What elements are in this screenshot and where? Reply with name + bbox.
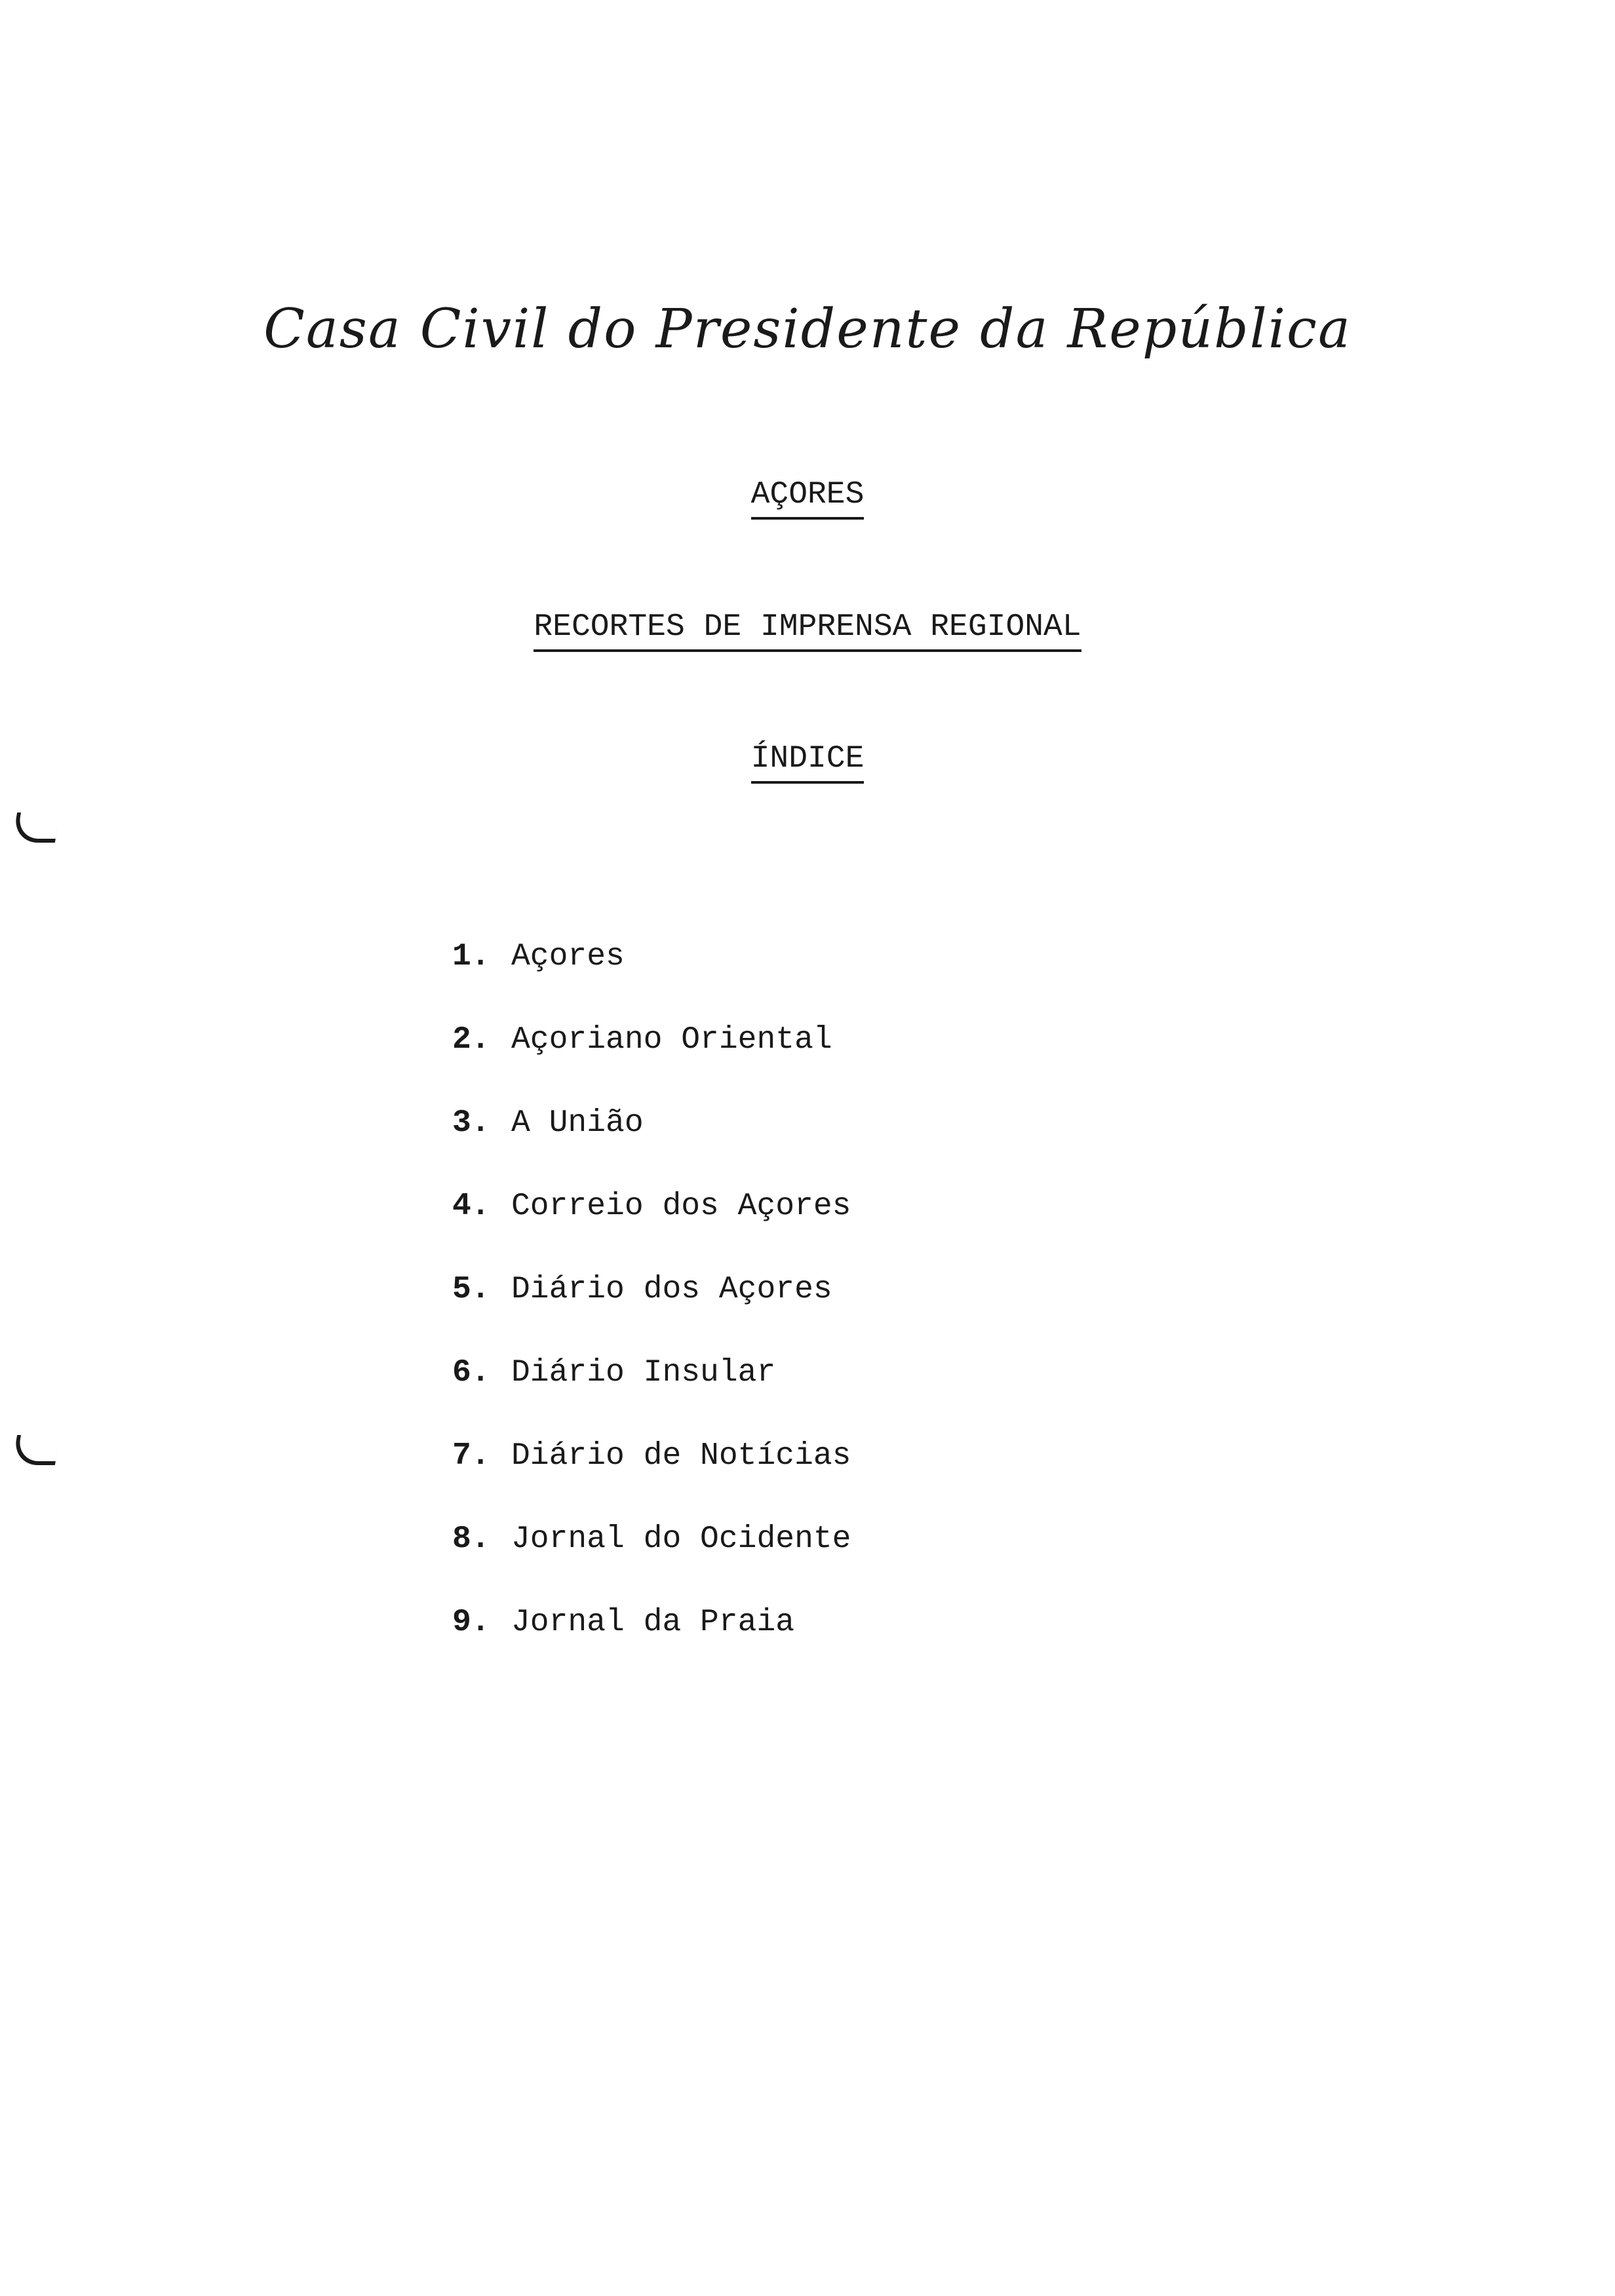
toc-item [452, 1520, 851, 1603]
heading-index [0, 739, 1615, 784]
toc-item-label: Diário dos Açores [511, 1272, 832, 1307]
letterhead: Casa Civil do Presidente da República [263, 298, 1352, 360]
binder-hole-mark-top [12, 813, 60, 843]
toc-item-label: Jornal da Praia [511, 1605, 795, 1640]
binder-hole-mark-bottom [12, 1435, 60, 1465]
toc-item-number: 3. [452, 1105, 490, 1141]
toc-item-number: 1. [452, 939, 490, 974]
heading-region [0, 475, 1615, 520]
toc-item-label: Correio dos Açores [511, 1189, 851, 1224]
toc-item [452, 1103, 851, 1187]
heading-subtitle [0, 607, 1615, 652]
heading-subtitle-text: RECORTES DE IMPRENSA REGIONAL [534, 607, 1081, 652]
toc-item-label: Diário Insular [511, 1355, 776, 1390]
toc-item-number: 4. [452, 1189, 490, 1224]
toc-item [452, 1603, 851, 1686]
toc-item-label: Açores [511, 939, 625, 974]
toc-item-label: Diário de Notícias [511, 1438, 851, 1474]
toc-item [452, 937, 851, 1020]
toc-item-number: 9. [452, 1605, 490, 1640]
toc-item [452, 1270, 851, 1353]
toc-item [452, 1353, 851, 1436]
toc-item-number: 8. [452, 1521, 490, 1557]
toc-item-number: 6. [452, 1355, 490, 1390]
toc-item-label: A União [511, 1105, 644, 1141]
heading-region-text: AÇORES [751, 475, 865, 520]
toc-item-label: Açoriano Oriental [511, 1022, 832, 1058]
toc-item [452, 1436, 851, 1520]
toc-item-number: 2. [452, 1022, 490, 1058]
toc-item-number: 7. [452, 1438, 490, 1474]
toc-item-number: 5. [452, 1272, 490, 1307]
toc-item-label: Jornal do Ocidente [511, 1521, 851, 1557]
table-of-contents [452, 937, 851, 1686]
heading-index-text: ÍNDICE [751, 739, 865, 784]
toc-item [452, 1020, 851, 1103]
toc-item [452, 1187, 851, 1270]
